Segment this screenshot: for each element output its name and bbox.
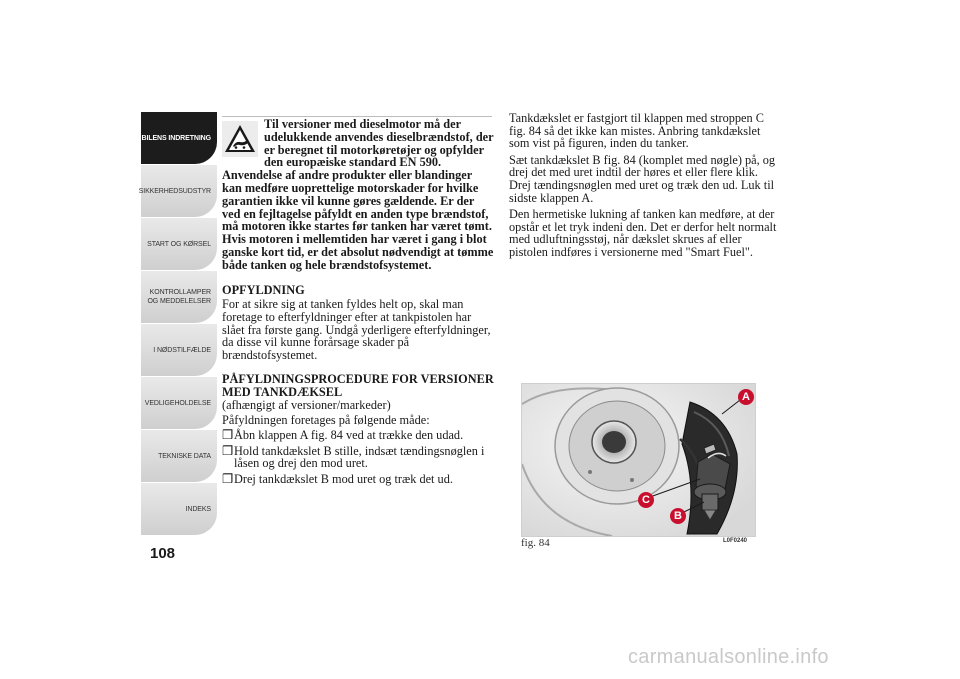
fuel-cap-illustration xyxy=(521,383,756,537)
list-item: ❒ Drej tankdækslet B mod uret og træk det ud. xyxy=(222,471,453,486)
right-paragraph: Den hermetiske lukning af tanken kan medføre, at der opstår et let tryk indeni den. Det er derfor helt normalt med udluftningsstøj, når dækslet skrues af eller pistolen indføres i versionerne med "Smart Fuel". xyxy=(509,207,777,259)
figure-caption: fig. 84 xyxy=(521,537,550,549)
callout-a: A xyxy=(738,389,754,405)
tab-label: I NØDSTILFÆLDE xyxy=(153,346,211,354)
tab-label: KONTROLLAMPER OG MEDDELELSER xyxy=(147,289,211,305)
warning-text-rest: motorkøretøjer og opfylder den europæiske standard EN 590. Anvendelse af andre produkter eller blandinger kan medføre uoprettelige motorskader for hvilke garantien ikke vil kunne gøres gældende. Er der ved en fejltagelse påfyldt en anden type brændstof, må motoren ikke startes før tanken har været tømt. Hvis motoren i mellemtiden har været i gang i blot ganske kort tid, er det absolut nødvendigt at tømme både tanken og hele brændstofsystemet. xyxy=(222,142,494,272)
tab-label: TEKNISKE DATA xyxy=(158,452,211,460)
right-paragraph: Tankdækslet er fastgjort til klappen med stroppen C fig. 84 så det ikke kan mistes. Anbring tankdækslet som vist på figuren, inden du tanker. xyxy=(509,111,764,151)
tab-kontrollamper[interactable] xyxy=(141,271,217,323)
right-column xyxy=(509,112,779,263)
tab-label: INDEKS xyxy=(185,505,211,513)
page-number: 108 xyxy=(150,545,176,562)
procedure-intro: Påfyldningen foretages på følgende måde: xyxy=(222,412,430,427)
tab-i-nodstilfaelde[interactable] xyxy=(141,324,217,376)
figure-code: L0F0240 xyxy=(723,538,748,544)
callout-c: C xyxy=(638,492,654,508)
watermark: carmanualsonline.info xyxy=(628,646,829,668)
list-item: ❒ Hold tankdækslet B stille, indsæt tændingsnøglen i låsen og drej den mod uret. xyxy=(222,443,485,471)
warning-text-first: Til versioner med dieselmotor må der udelukkende anvendes dieselbrændstof, der er beregnet til xyxy=(264,117,494,157)
tab-start-og-korsel[interactable] xyxy=(141,218,217,270)
warning-triangle-icon xyxy=(222,121,258,157)
procedure-subheading: (afhængigt af versioner/markeder) xyxy=(222,397,391,412)
tab-vedligeholdelse[interactable] xyxy=(141,377,217,429)
checkbox-bullet-icon: ❒ xyxy=(222,443,234,458)
tab-label: SIKKERHEDSUDSTYR xyxy=(138,187,211,195)
chapter-sidebar xyxy=(138,112,217,536)
warning-box xyxy=(222,118,494,272)
section-heading-procedure: PÅFYLDNINGSPROCEDURE FOR VERSIONER MED TANKDÆKSEL xyxy=(222,372,494,400)
left-column xyxy=(222,118,494,485)
checkbox-bullet-icon: ❒ xyxy=(222,471,234,486)
tab-tekniske-data[interactable] xyxy=(141,430,217,482)
fuel-filler-drawing xyxy=(522,384,755,536)
tab-bilens-indretning[interactable] xyxy=(141,112,217,164)
refuel-paragraph: For at sikre sig at tanken fyldes helt op, skal man foretage to efterfyldninger efter at tankpistolen har slået fra første gang. Undgå yderligere efterfyldninger, da disse vil kunne forårsage skader på brændstofsystemet. xyxy=(222,297,491,362)
tab-indeks[interactable] xyxy=(141,483,217,535)
right-paragraph: Sæt tankdækslet B fig. 84 (komplet med nøgle) på, og drej det med uret indtil der høres et eller flere klik. Drej tændingsnøglen med uret og træk den ud. Luk til sidste klappen A. xyxy=(509,152,776,205)
list-item: ❒ Åbn klappen A fig. 84 ved at trække den udad. xyxy=(222,428,464,443)
tab-label: START OG KØRSEL xyxy=(147,240,211,248)
tab-sikkerhedsudstyr[interactable] xyxy=(138,165,217,217)
tab-label: BILENS INDRETNING xyxy=(141,134,211,142)
checkbox-bullet-icon: ❒ xyxy=(222,428,234,443)
figure-caption-rule xyxy=(521,536,754,537)
section-heading-opfyldning: OPFYLDNING xyxy=(222,282,305,297)
callout-b: B xyxy=(670,508,686,524)
tab-label: VEDLIGEHOLDELSE xyxy=(144,399,211,407)
